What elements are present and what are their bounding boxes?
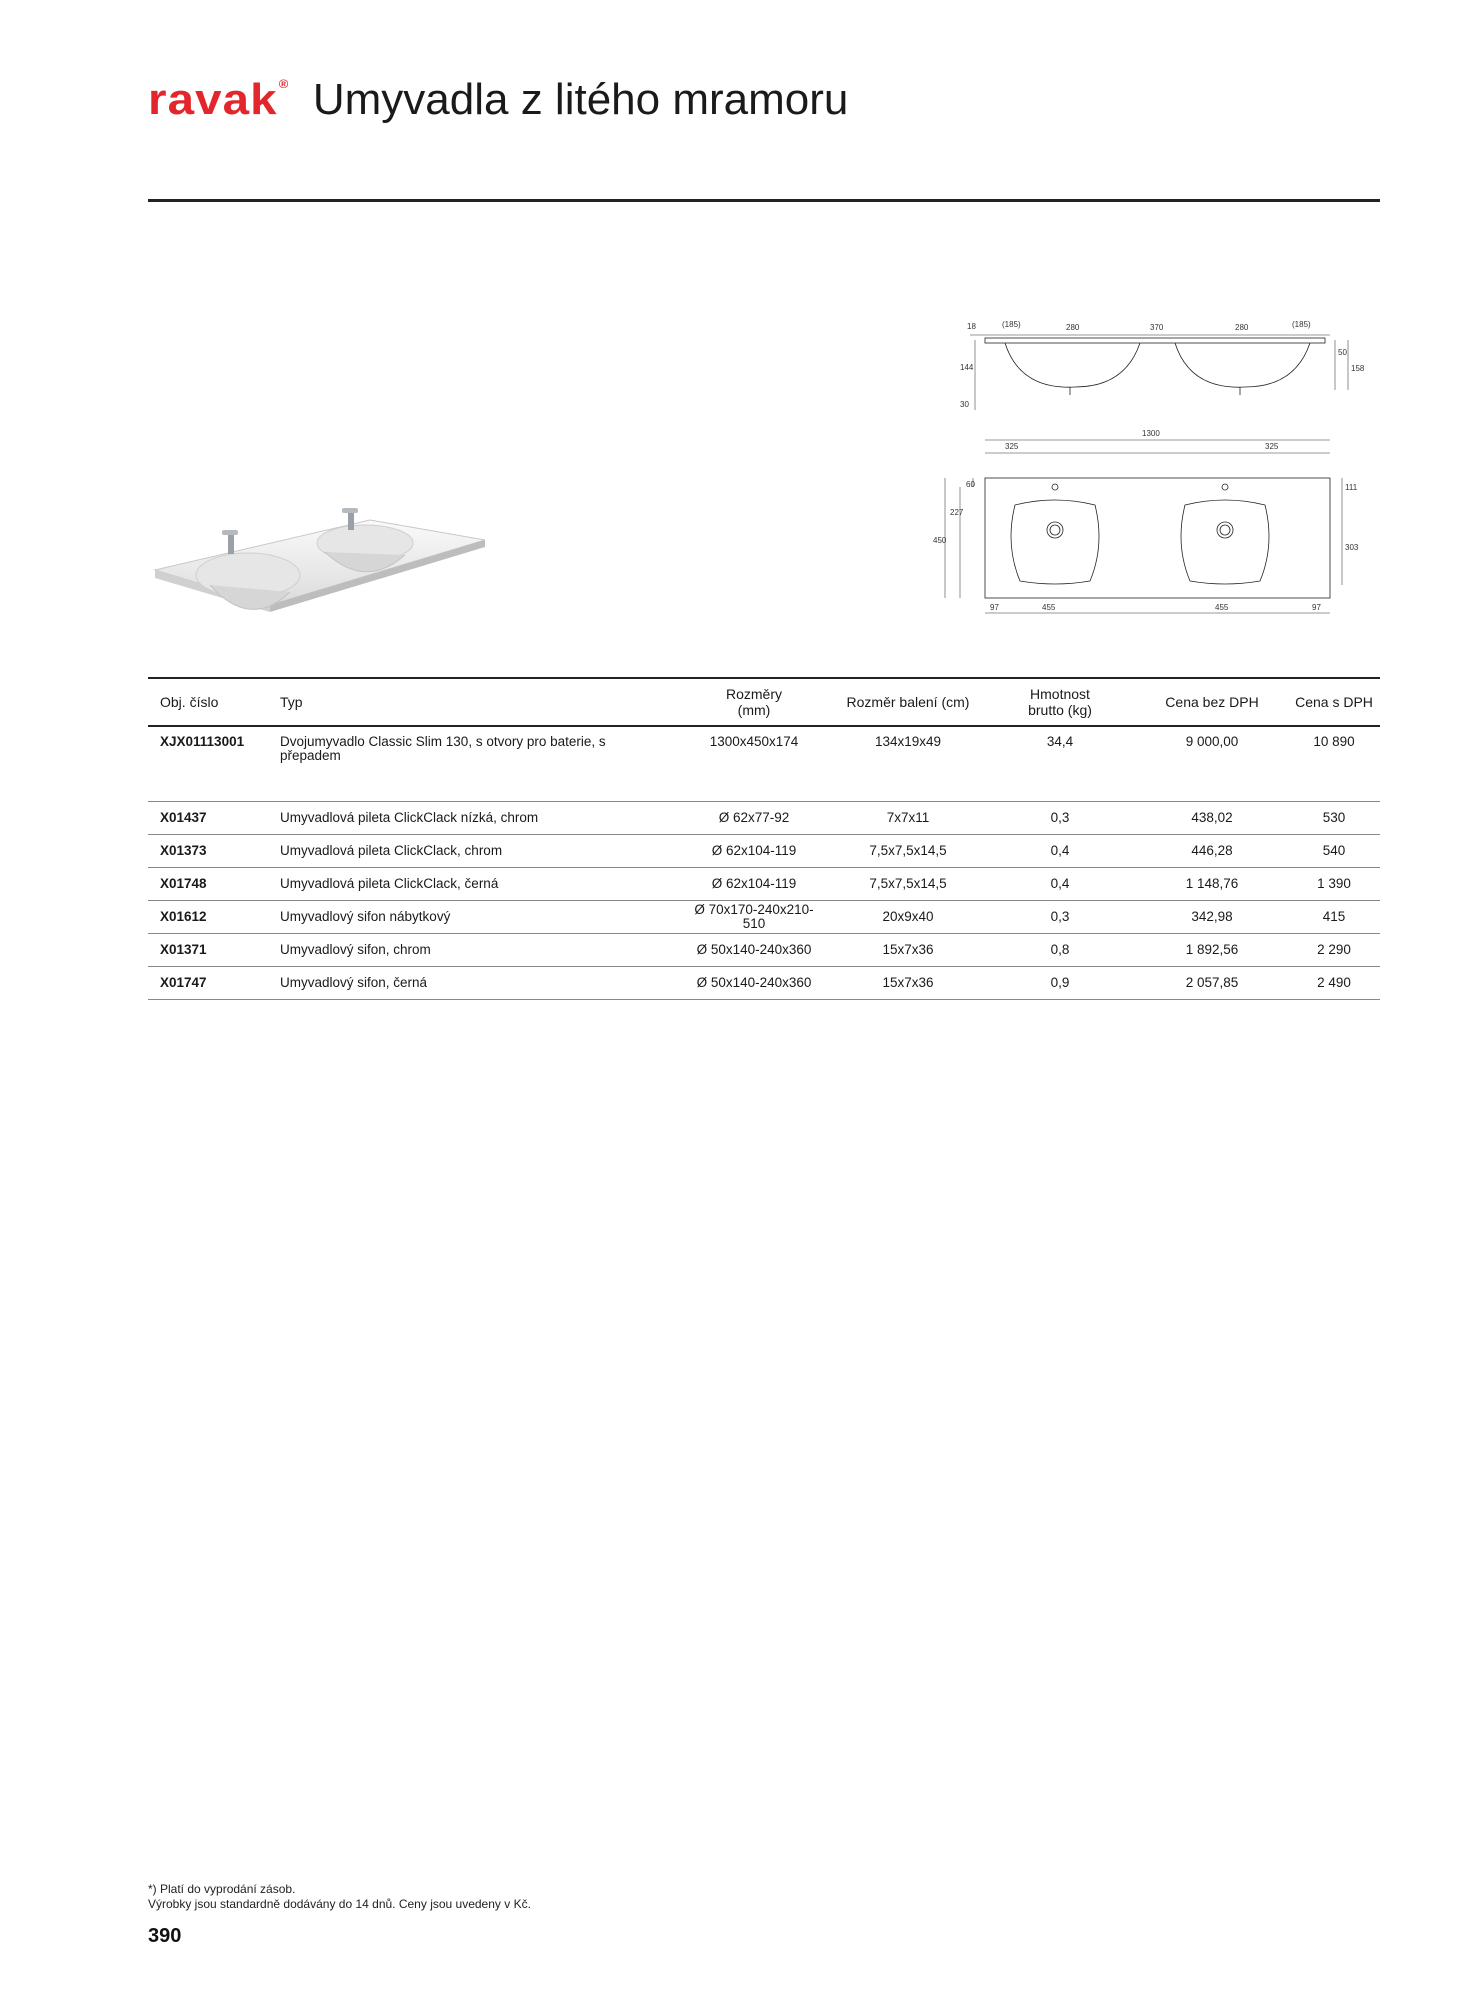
header-weight xyxy=(984,678,1136,726)
cell-package: 7,5x7,5x14,5 xyxy=(832,868,984,901)
table-row xyxy=(148,835,1380,868)
dim-plan-97-right: 97 xyxy=(1312,603,1321,612)
cell-price-gross: 540 xyxy=(1288,835,1380,868)
cell-type: Umyvadlová pileta ClickClack, černá xyxy=(274,868,676,901)
table-row xyxy=(148,802,1380,835)
ravak-logo xyxy=(148,75,290,124)
page-title: Umyvadla z litého mramoru xyxy=(312,75,849,124)
dim-plan-455-left: 455 xyxy=(1042,603,1056,612)
price-table xyxy=(148,677,1380,1000)
cell-weight: 0,4 xyxy=(984,835,1136,868)
footnote xyxy=(148,1882,531,1912)
dim-top-18: 18 xyxy=(967,322,976,331)
cell-dimensions: Ø 62x77-92 xyxy=(676,802,832,835)
product-photo xyxy=(150,500,490,640)
registered-mark: ® xyxy=(278,77,290,91)
table-row xyxy=(148,868,1380,901)
dim-plan-60: 60 xyxy=(966,480,975,489)
cell-package: 15x7x36 xyxy=(832,967,984,1000)
cell-package: 134x19x49 xyxy=(832,726,984,802)
cell-type: Umyvadlový sifon nábytkový xyxy=(274,901,676,934)
dim-plan-325-left: 325 xyxy=(1005,442,1019,451)
footnote-delivery: Výrobky jsou standardně dodávány do 14 dnů. Ceny jsou uvedeny v Kč. xyxy=(148,1897,531,1911)
dim-plan-303: 303 xyxy=(1345,543,1359,552)
header-price-gross: Cena s DPH xyxy=(1288,678,1380,726)
dim-plan-227: 227 xyxy=(950,508,964,517)
cell-package: 15x7x36 xyxy=(832,934,984,967)
table-row xyxy=(148,726,1380,802)
cell-code: X01612 xyxy=(148,901,274,934)
cell-price-net: 446,28 xyxy=(1136,835,1288,868)
header-dimensions-line1: Rozměry xyxy=(725,686,782,702)
cell-price-gross: 1 390 xyxy=(1288,868,1380,901)
dim-side-158: 158 xyxy=(1351,364,1365,373)
table-row xyxy=(148,901,1380,934)
cell-code: X01373 xyxy=(148,835,274,868)
cell-price-gross: 2 490 xyxy=(1288,967,1380,1000)
dim-top-280-right: 280 xyxy=(1235,323,1249,332)
table-row xyxy=(148,967,1380,1000)
cell-price-net: 1 148,76 xyxy=(1136,868,1288,901)
cell-price-gross: 530 xyxy=(1288,802,1380,835)
cell-price-net: 438,02 xyxy=(1136,802,1288,835)
dim-top-280-left: 280 xyxy=(1066,323,1080,332)
cell-price-gross: 10 890 xyxy=(1288,726,1380,802)
cell-weight: 0,8 xyxy=(984,934,1136,967)
technical-drawing xyxy=(930,315,1380,635)
dim-side-30: 30 xyxy=(960,400,969,409)
table-row xyxy=(148,934,1380,967)
cell-weight: 0,4 xyxy=(984,868,1136,901)
cell-type: Umyvadlový sifon, chrom xyxy=(274,934,676,967)
page-number: 390 xyxy=(148,1925,182,1947)
table-header-row xyxy=(148,678,1380,726)
header-code: Obj. číslo xyxy=(148,678,274,726)
cell-price-net: 1 892,56 xyxy=(1136,934,1288,967)
cell-weight: 0,3 xyxy=(984,802,1136,835)
logo-text: ravak xyxy=(148,75,278,124)
header-weight-line2: brutto (kg) xyxy=(1028,702,1092,718)
cell-package: 7x7x11 xyxy=(832,802,984,835)
cell-code: X01437 xyxy=(148,802,274,835)
cell-dimensions: Ø 62x104-119 xyxy=(676,868,832,901)
header-type: Typ xyxy=(274,678,676,726)
cell-weight: 0,3 xyxy=(984,901,1136,934)
dim-side-50: 50 xyxy=(1338,348,1347,357)
cell-dimensions: 1300x450x174 xyxy=(676,726,832,802)
cell-price-net: 9 000,00 xyxy=(1136,726,1288,802)
cell-dimensions: Ø 62x104-119 xyxy=(676,835,832,868)
cell-weight: 34,4 xyxy=(984,726,1136,802)
cell-price-net: 2 057,85 xyxy=(1136,967,1288,1000)
header-package: Rozměr balení (cm) xyxy=(832,678,984,726)
header-weight-line1: Hmotnost xyxy=(1030,686,1090,702)
dim-side-144: 144 xyxy=(960,363,974,372)
cell-dimensions: Ø 70x170-240x210-510 xyxy=(676,901,832,934)
header-divider xyxy=(148,199,1380,202)
cell-dimensions: Ø 50x140-240x360 xyxy=(676,967,832,1000)
dim-plan-325-right: 325 xyxy=(1265,442,1279,451)
cell-package: 7,5x7,5x14,5 xyxy=(832,835,984,868)
cell-price-gross: 2 290 xyxy=(1288,934,1380,967)
page-header xyxy=(148,75,849,124)
dim-plan-455-right: 455 xyxy=(1215,603,1229,612)
dim-top-185-right: (185) xyxy=(1292,320,1311,329)
dim-top-370: 370 xyxy=(1150,323,1164,332)
cell-code: XJX01113001 xyxy=(148,726,274,802)
cell-type: Umyvadlová pileta ClickClack nízká, chrom xyxy=(274,802,676,835)
dim-plan-450: 450 xyxy=(933,536,947,545)
cell-dimensions: Ø 50x140-240x360 xyxy=(676,934,832,967)
dim-plan-1300: 1300 xyxy=(1142,429,1160,438)
cell-price-net: 342,98 xyxy=(1136,901,1288,934)
header-dimensions-line2: (mm) xyxy=(737,702,771,718)
cell-code: X01748 xyxy=(148,868,274,901)
cell-type: Umyvadlový sifon, černá xyxy=(274,967,676,1000)
header-dimensions xyxy=(676,678,832,726)
footnote-stock: *) Platí do vyprodání zásob. xyxy=(148,1882,296,1896)
header-price-net: Cena bez DPH xyxy=(1136,678,1288,726)
cell-code: X01747 xyxy=(148,967,274,1000)
dim-plan-97-left: 97 xyxy=(990,603,999,612)
cell-type: Umyvadlová pileta ClickClack, chrom xyxy=(274,835,676,868)
cell-type: Dvojumyvadlo Classic Slim 130, s otvory pro baterie, s přepadem xyxy=(274,726,676,802)
cell-code: X01371 xyxy=(148,934,274,967)
cell-package: 20x9x40 xyxy=(832,901,984,934)
cell-price-gross: 415 xyxy=(1288,901,1380,934)
dim-plan-111: 111 xyxy=(1345,483,1358,492)
dim-top-185-left: (185) xyxy=(1002,320,1021,329)
cell-weight: 0,9 xyxy=(984,967,1136,1000)
